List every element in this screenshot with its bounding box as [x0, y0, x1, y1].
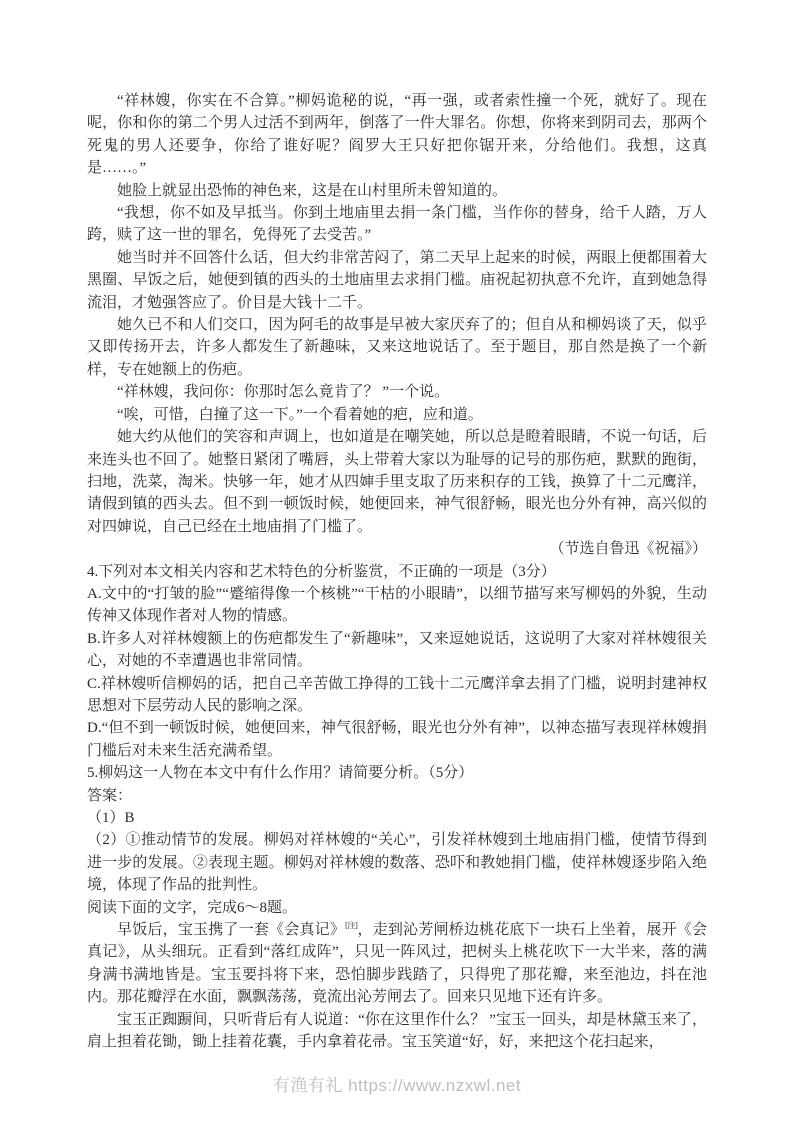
answers-label: 答案：: [87, 787, 133, 804]
passage1-para-3: “我想，你不如及早抵当。你到土地庙里去捐一条门槛，当作你的替身，给千人踏，万人跨，赎了这一世的罪名，免得死了去受苦。”: [87, 205, 707, 244]
document-body: [87, 90, 707, 1053]
reading-instruction: 阅读下面的文字，完成6～8题。: [87, 899, 298, 916]
answer-2: （2）①推动情节的发展。柳妈对祥林嫂的“关心”，引发祥林嫂到土地庙捐门槛，使情节得到进一步的发展。②表现主题。柳妈对祥林嫂的数落、恐吓和教她捐门槛，使祥林嫂逐步陷入绝境，体现了作品的批判性。: [87, 832, 707, 894]
passage1-para-5: 她久已不和人们交口，因为阿毛的故事是早被大家厌弃了的；但自从和柳妈谈了天，似乎又即传扬开去，许多人都发生了新趣味，又来这地说话了。至于题目，那自然是换了一个新样，专在她额上的伤疤。: [87, 317, 707, 378]
passage2-para-1: [87, 919, 707, 1009]
question-4-option-c: C.祥林嫂听信柳妈的话，把自己辛苦做工挣得的工钱十二元鹰洋拿去捐了门槛，说明封建神权思想对下层劳动人民的影响之深。: [87, 675, 707, 714]
passage2-para-2: 宝玉正踟蹰间，只听背后有人说道：“你在这里作什么？ ”宝玉一回头，却是林黛玉来了，肩上担着花锄，锄上挂着花囊，手内拿着花帚。宝玉笑道“好，好，来把这个花扫起来，: [87, 1011, 707, 1051]
passage1-para-7: “唉，可惜，白撞了这一下。”一个看着她的疤，应和道。: [117, 406, 483, 423]
text-run: 早饭后，宝玉携了一套《会真记》: [117, 922, 346, 939]
question-4-option-a: A.文中的“打皱的脸”“蹙缩得像一个核桃”“干枯的小眼睛”，以细节描写来写柳妈的外貌，生动传神又体现作者对人物的情感。: [87, 585, 707, 625]
passage1-para-8: 她大约从他们的笑容和声调上，也如道是在嘲笑她，所以总是瞪着眼睛，不说一句话，后来连头也不回了。她整日紧闭了嘴唇，头上带着大家以为耻辱的记号的那伤疤，默默的跑街，扫地，洗菜，淘米。快够一年，她才从四婶手里支取了历来积存的工钱，换算了十二元鹰洋，请假到镇的西头去。但不到一顿饭时候，她便回来，神气很舒畅，眼光也分外有神，高兴似的对四婶说，自己已经在土地庙捐了门槛了。: [87, 429, 707, 535]
question-4-option-b: B.许多人对祥林嫂额上的伤疤都发生了“新趣味”，又来逗她说话，这说明了大家对祥林嫂很关心，对她的不幸遭遇也非常同情。: [87, 630, 707, 670]
question-5: 5.柳妈这一人物在本文中有什么作用？请简要分析。（5分）: [87, 765, 474, 782]
footer-watermark: 有渔有礼 https://www.nzxwl.net: [272, 1076, 522, 1095]
passage1-para-1: “祥林嫂，你实在不合算。”柳妈诡秘的说，“再一强，或者索性撞一个死，就好了。现在呢，你和你的第二个男人过活不到两年，倒落了一件大罪名。你想，你将来到阴司去，那两个死鬼的男人还要争，你给了谁好呢？阎罗大王只好把你锯开来，分给他们。我想，这真是……。”: [87, 93, 707, 177]
question-4-option-d: D.“但不到一顿饭时候，她便回来，神气很舒畅，眼光也分外有神”，以神态描写表现祥林嫂捐门槛后对未来生活充满希望。: [87, 720, 707, 759]
passage1-para-4: 她当时并不回答什么话，但大约非常苦闷了，第二天早上起来的时候，两眼上便都围着大黑圈、早饭之后，她便到镇的西头的土地庙里去求捐门槛。庙祝起初执意不允许，直到她急得流泪，才勉强答应了。价目是大钱十二千。: [87, 249, 707, 311]
page-footer: [0, 1071, 794, 1096]
answer-1: （1）B: [87, 810, 135, 826]
text-run: ，走到沁芳闸桥边桃花底下一块石上坐着，展开《会真记》，从头细玩。正看到“落红成阵”，只见一阵风过，把树头上桃花吹下一大半来，落的满身满书满地皆是。宝玉要抖将下来，恐怕脚步践踏了，只得兜了那花瓣，来至池边，抖在池内。那花瓣浮在水面，飘飘荡荡，竟流出沁芳闸去了。回来只见地下还有许多。: [87, 922, 707, 1006]
passage1-para-6: “祥林嫂，我问你：你那时怎么竟肯了？ ”一个说。: [117, 384, 450, 401]
passage1-source: （节选自鲁迅《祝福》）: [549, 541, 707, 558]
annotation-superscript: [注]: [345, 921, 358, 931]
passage1-para-2: 她脸上就显出恐怖的神色来，这是在山村里所未曾知道的。: [117, 182, 508, 199]
question-4: 4.下列对本文相关内容和艺术特色的分析鉴赏，不正确的一项是（3分）: [87, 563, 556, 580]
